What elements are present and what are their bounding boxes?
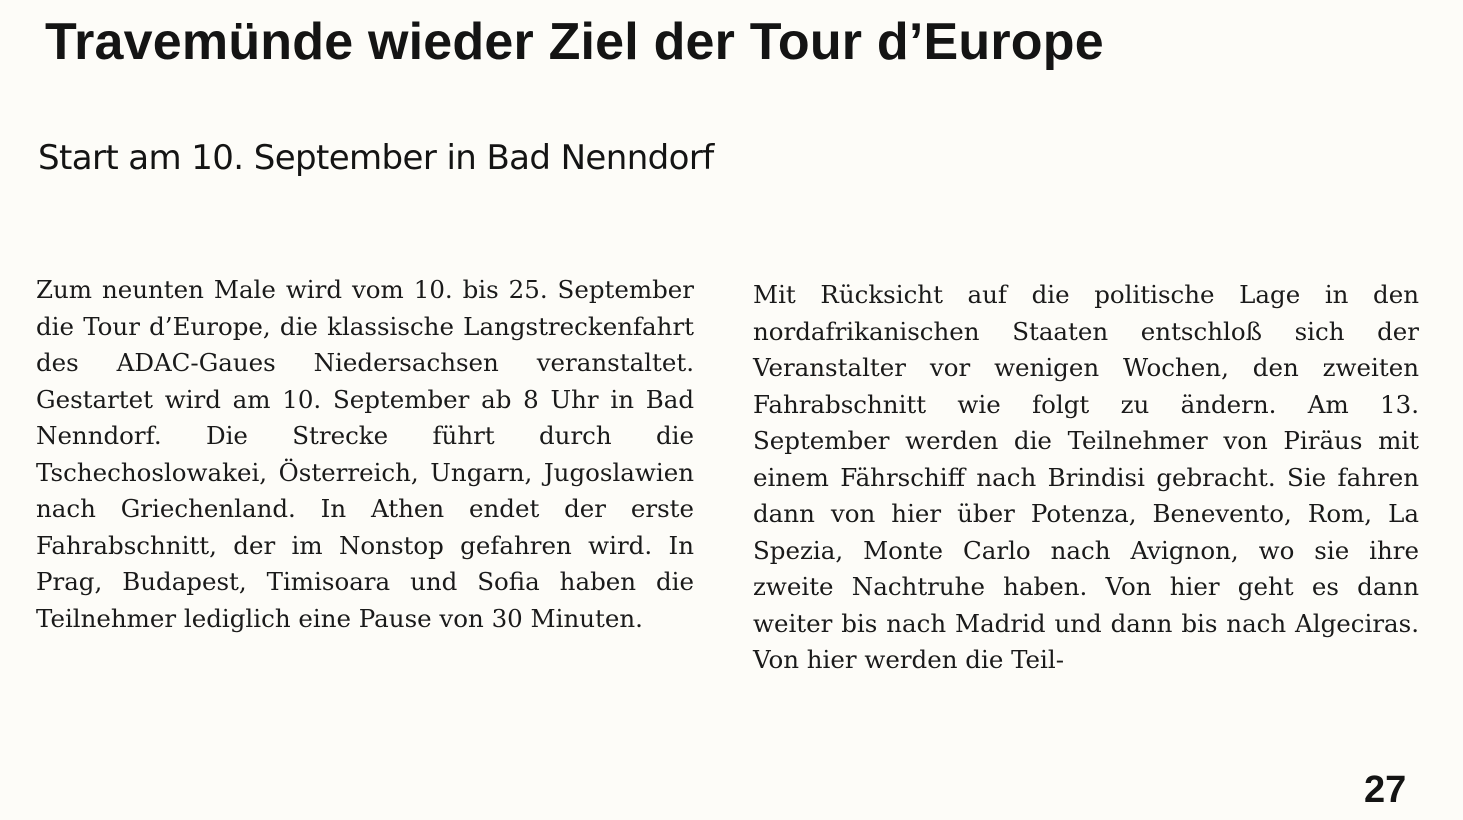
page-number: 27 (1364, 769, 1407, 811)
article-column-left: Zum neunten Male wird vom 10. bis 25. September die Tour d’Europe, die klassische Langstreckenfahrt des ADAC-Gaues Niedersachsen veranstaltet. Gestartet wird am 10. September ab 8 Uhr in Bad Nenndorf. Die Strecke führt durch die Tschechoslowakei, Österreich, Ungarn, Jugoslawien nach Griechenland. In Athen endet der erste Fahrabschnitt, der im Nonstop gefahren wird. In Prag, Budapest, Timisoara und Sofia haben die Teilnehmer lediglich eine Pause von 30 Minuten. (36, 275, 694, 633)
article-subheadline: Start am 10. September in Bad Nenndorf (38, 138, 714, 178)
article-column-right: Mit Rücksicht auf die politische Lage in den nordafrikanischen Staaten entschloß sich der Veranstalter vor wenigen Wochen, den zweiten Fahrabschnitt wie folgt zu ändern. Am 13. September werden die Teilnehmer von Piräus mit einem Fährschiff nach Brindisi gebracht. Sie fahren dann von hier über Potenza, Benevento, Rom, La Spezia, Monte Carlo nach Avignon, wo sie ihre zweite Nachtruhe haben. Von hier geht es dann weiter bis nach Madrid und dann bis nach Algeciras. Von hier werden die Teil- (753, 280, 1419, 674)
article-headline: Travemünde wieder Ziel der Tour d’Europe (45, 13, 1104, 71)
